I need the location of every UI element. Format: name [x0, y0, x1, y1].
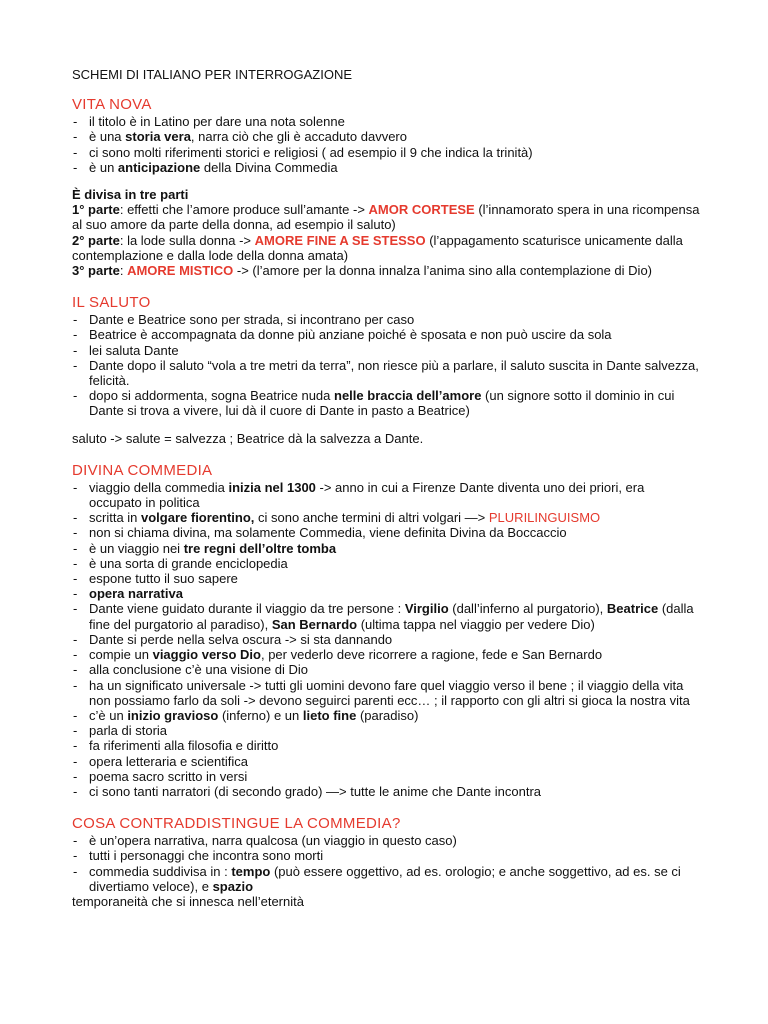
list-item: - viaggio della commedia inizia nel 1300 -> anno in cui a Firenze Dante diventa uno dei priori, era occupato in politica [72, 480, 700, 510]
list-item: - è una sorta di grande enciclopedia [72, 556, 700, 571]
part-1: 1° parte: effetti che l’amore produce sull’amante -> AMOR CORTESE (l’innamorato spera in una ricompensa al suo amore da parte della donna, ad esempio il saluto) [72, 202, 700, 233]
list-item: - espone tutto il suo sapere [72, 571, 700, 586]
list-item: - commedia suddivisa in : tempo (può essere oggettivo, ad es. orologio; e anche soggettivo, ad es. se ci divertiamo veloce), e spazio [72, 864, 700, 894]
list-item: - ha un significato universale -> tutti gli uomini devono fare quel viaggio verso il bene ; il viaggio della vita non possiamo farlo da soli -> devono seguirci parenti ecc… ; il rapporto con gli altri si gioca la nostra vita [72, 678, 700, 708]
section-heading-contraddistingue: COSA CONTRADDISTINGUE LA COMMEDIA? [72, 815, 401, 833]
contrad-list [72, 833, 700, 894]
list-item: - fa riferimenti alla filosofia e diritto [72, 738, 700, 753]
list-item: - dopo si addormenta, sogna Beatrice nuda nelle braccia dell’amore (un signore sotto il dominio in cui Dante si trova a vivere, lui dà il cuore di Dante in pasto a Beatrice) [72, 388, 700, 418]
list-item: - compie un viaggio verso Dio, per vederlo deve ricorrere a ragione, fede e San Bernardo [72, 647, 700, 662]
divisa-heading: È divisa in tre parti [72, 187, 189, 203]
section-heading-commedia: DIVINA COMMEDIA [72, 461, 213, 479]
list-item: - c’è un inizio gravioso (inferno) e un lieto fine (paradiso) [72, 708, 700, 723]
list-item: - il titolo è in Latino per dare una nota solenne [72, 114, 700, 129]
vita-nova-list [72, 114, 700, 175]
list-item: - è un’opera narrativa, narra qualcosa (un viaggio in questo caso) [72, 833, 700, 848]
saluto-note: saluto -> salute = salvezza ; Beatrice dà la salvezza a Dante. [72, 430, 424, 446]
list-item: - scritta in volgare fiorentino, ci sono anche termini di altri volgari —> PLURILINGUISMO [72, 510, 700, 525]
list-item: - Dante e Beatrice sono per strada, si incontrano per caso [72, 312, 700, 327]
list-item: - opera narrativa [72, 586, 700, 601]
part-3: 3° parte: AMORE MISTICO -> (l’amore per la donna innalza l’anima sino alla contemplazione di Dio) [72, 263, 652, 279]
list-item: - è un viaggio nei tre regni dell’oltre tomba [72, 541, 700, 556]
list-item: - Dante si perde nella selva oscura -> si sta dannando [72, 632, 700, 647]
list-item: - è una storia vera, narra ciò che gli è accaduto davvero [72, 129, 700, 144]
list-item: - ci sono molti riferimenti storici e religiosi ( ad esempio il 9 che indica la trinità) [72, 145, 700, 160]
contrad-note: temporaneità che si innesca nell’eternità [72, 893, 304, 909]
list-item: - non si chiama divina, ma solamente Commedia, viene definita Divina da Boccaccio [72, 525, 700, 540]
part-2: 2° parte: la lode sulla donna -> AMORE FINE A SE STESSO (l’appagamento scaturisce unicamente dalla contemplazione e dalla lode della donna amata) [72, 232, 683, 263]
list-item: - opera letteraria e scientifica [72, 754, 700, 769]
list-item: - tutti i personaggi che incontra sono morti [72, 848, 700, 863]
saluto-list [72, 312, 700, 418]
list-item: - parla di storia [72, 723, 700, 738]
list-item: - lei saluta Dante [72, 343, 700, 358]
document-content [72, 67, 700, 909]
section-heading-vita-nova: VITA NOVA [72, 96, 152, 114]
list-item: - ci sono tanti narratori (di secondo grado) —> tutte le anime che Dante incontra [72, 784, 700, 799]
commedia-list [72, 480, 700, 799]
section-heading-saluto: IL SALUTO [72, 294, 151, 312]
list-item: - Dante dopo il saluto “vola a tre metri da terra”, non riesce più a parlare, il saluto suscita in Dante salvezza, felicità. [72, 358, 700, 388]
list-item: - Dante viene guidato durante il viaggio da tre persone : Virgilio (dall’inferno al purgatorio), Beatrice (dalla fine del purgatorio al paradiso), San Bernardo (ultima tappa nel viaggio per vedere Dio) [72, 601, 700, 631]
list-item: - Beatrice è accompagnata da donne più anziane poiché è sposata e non può uscire da sola [72, 327, 700, 342]
list-item: - è un anticipazione della Divina Commedia [72, 160, 700, 175]
list-item: - poema sacro scritto in versi [72, 769, 700, 784]
list-item: - alla conclusione c’è una visione di Dio [72, 662, 700, 677]
document-title: SCHEMI DI ITALIANO PER INTERROGAZIONE [72, 67, 353, 82]
